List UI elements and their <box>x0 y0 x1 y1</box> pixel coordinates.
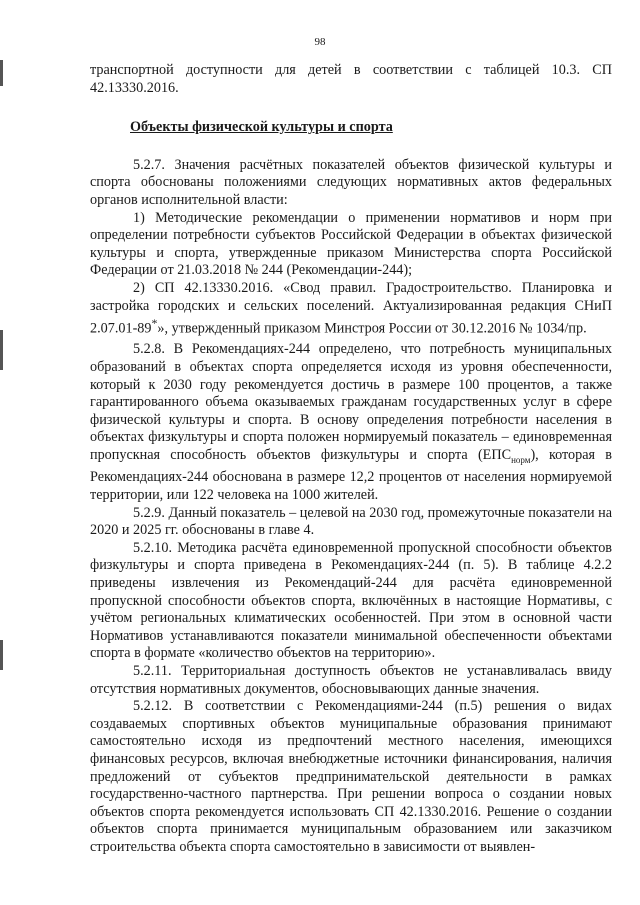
list-item-2 <box>90 280 612 339</box>
page-number: 98 <box>314 36 326 48</box>
list-item-1: 1) Методические рекомендации о применении нормативов и норм при определении потребности субъектов Российской Федерации в объектах физической культуры и спорта, утвержденные приказом Министерства спорта Российской Федерации от 21.03.2018 № 244 (Рекомендации-244); <box>90 209 612 279</box>
paragraph-5-2-8 <box>90 341 612 504</box>
paragraph-5-2-11: 5.2.11. Территориальная доступность объектов не устанавливалась ввиду отсутствия нормативных документов, обосновывающих данные значения. <box>90 662 612 697</box>
paragraph-5-2-9: 5.2.9. Данный показатель – целевой на 2030 год, промежуточные показатели на 2020 и 2025 гг. обоснованы в главе 4. <box>90 504 612 539</box>
paragraph-5-2-12: 5.2.12. В соответствии с Рекомендациями-244 (п.5) решения о видах создаваемых спортивных объектов муниципальные образования принимают самостоятельно исходя из предпочтений местного населения, имеющихся финансовых ресурсов, включая внебюджетные источники финансирования, наличия предложений от субъектов предпринимательской деятельности в рамках государственно-частного партнерства. При решении вопроса о создании новых объектов спорта рекомендуется использовать СП 42.1330.2016. Решение о создании объектов спорта принимается муниципальным образованием или заказчиком строительства объекта спорта самостоятельно в зависимости от выявлен- <box>90 698 612 855</box>
list-item-2-text-end: », утвержденный приказом Минстроя России от 30.12.2016 № 1034/пр. <box>157 320 587 337</box>
document-body <box>90 62 612 857</box>
scan-edge-mark <box>0 60 3 86</box>
intro-paragraph: транспортной доступности для детей в соответствии с таблицей 10.3. СП 42.13330.2016. <box>90 62 612 96</box>
paragraph-5-2-7: 5.2.7. Значения расчётных показателей объектов физической культуры и спорта обоснованы положениями следующих нормативных актов федеральных органов исполнительной власти: <box>90 156 612 208</box>
paragraph-5-2-10: 5.2.10. Методика расчёта единовременной пропускной способности объектов физкультуры и спорта приведена в Рекомендациях-244 (п. 5). В таблице 4.2.2 приведены извлечения из Рекомендаций-244 для расчёта единовременной пропускной способности объектов спорта, включённых в настоящие Нормативы, с учётом региональных климатических особенностей. При этом в основной части Нормативов устанавливаются показатели минимальной обеспеченности объектами спорта в формате «количество объектов на территорию». <box>90 539 612 662</box>
paragraph-5-2-8-text: 5.2.8. В Рекомендациях-244 определено, что потребность муниципальных образований в объектах спорта определяется исходя из уровня обеспеченности, который к 2030 году рекомендуется достичь в размере 100 процентов, а также гарантированного объема оказываемых гражданам государственных услуг в сфере физической культуры и спорта. В основу определения потребности населения в объектах физкультуры и спорта положен нормируемый показатель – единовременная пропускная способность объектов физкультуры и спорта (ЕПС <box>90 341 612 464</box>
list-item-2-text: 2) СП 42.13330.2016. «Свод правил. Градостроительство. Планировка и застройка городских и сельских поселений. Актуализированная редакция СНиП 2.07.01-89 <box>90 279 612 337</box>
scan-edge-mark <box>0 330 3 370</box>
superscript-mark: * <box>151 316 158 331</box>
paragraph-5-2-8-text-end: ), которая в Рекомендациях-244 обоснована в размере 12,2 процентов от населения нормируемой территории, или 122 человека на 1000 жителей. <box>90 447 612 504</box>
scan-edge-mark <box>0 640 3 670</box>
subscript-norm: норм <box>511 454 531 465</box>
section-heading: Объекты физической культуры и спорта <box>130 119 393 136</box>
